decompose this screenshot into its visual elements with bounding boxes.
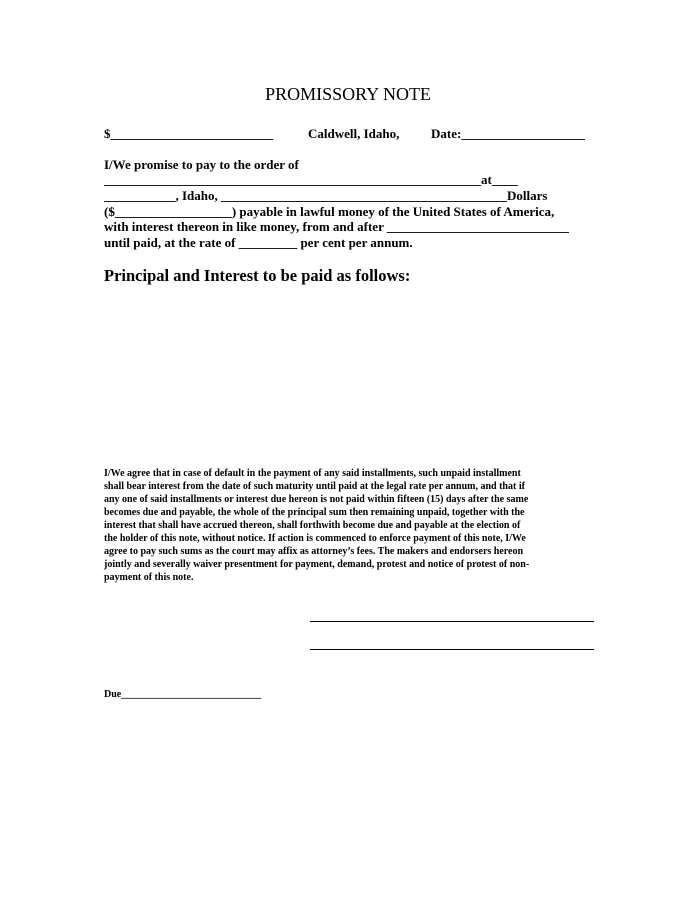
default-line: shall bear interest from the date of such maturity until paid at the legal rate per annum, and that if	[104, 481, 525, 492]
promise-line-3: ___________, Idaho, ____________________________________________Dollars	[104, 188, 548, 203]
default-line: payment of this note.	[104, 572, 194, 583]
default-line: agree to pay such sums as the court may affix as attorney’s fees. The makers and endorsers hereon	[104, 546, 524, 557]
amount-field: $_________________________	[104, 126, 273, 141]
promise-line-5: with interest thereon in like money, from and after ____________________________	[104, 219, 569, 234]
default-line: I/We agree that in case of default in the payment of any said installments, such unpaid installment	[104, 468, 521, 479]
date-field: Date:___________________	[431, 126, 585, 141]
location-text: Caldwell, Idaho,	[308, 126, 400, 141]
promise-line-2: __________________________________________________________at____	[104, 172, 518, 187]
default-clause	[104, 467, 594, 584]
promise-line-1: I/We promise to pay to the order of	[104, 157, 299, 172]
default-line: any one of said installments or interest due hereon is not paid within fifteen (15) days after the same	[104, 494, 529, 505]
default-line: the holder of this note, without notice. If action is commenced to enforce payment of this note, I/We	[104, 533, 526, 544]
signature-line-1	[310, 621, 594, 622]
default-line: interest that shall have accrued thereon, shall forthwith become due and payable at the election of	[104, 520, 521, 531]
signature-line-2	[310, 649, 594, 650]
due-field: Due____________________________	[104, 689, 262, 700]
document-title: PROMISSORY NOTE	[265, 84, 431, 104]
promise-line-6: until paid, at the rate of _________ per cent per annum.	[104, 235, 413, 250]
default-line: jointly and severally waiver presentment for payment, demand, protest and notice of protest of non-	[104, 559, 530, 570]
section-heading: Principal and Interest to be paid as follows:	[104, 266, 411, 285]
default-line: becomes due and payable, the whole of the principal sum then remaining unpaid, together with the	[104, 507, 525, 518]
promise-line-4: ($__________________) payable in lawful money of the United States of America,	[104, 204, 555, 219]
